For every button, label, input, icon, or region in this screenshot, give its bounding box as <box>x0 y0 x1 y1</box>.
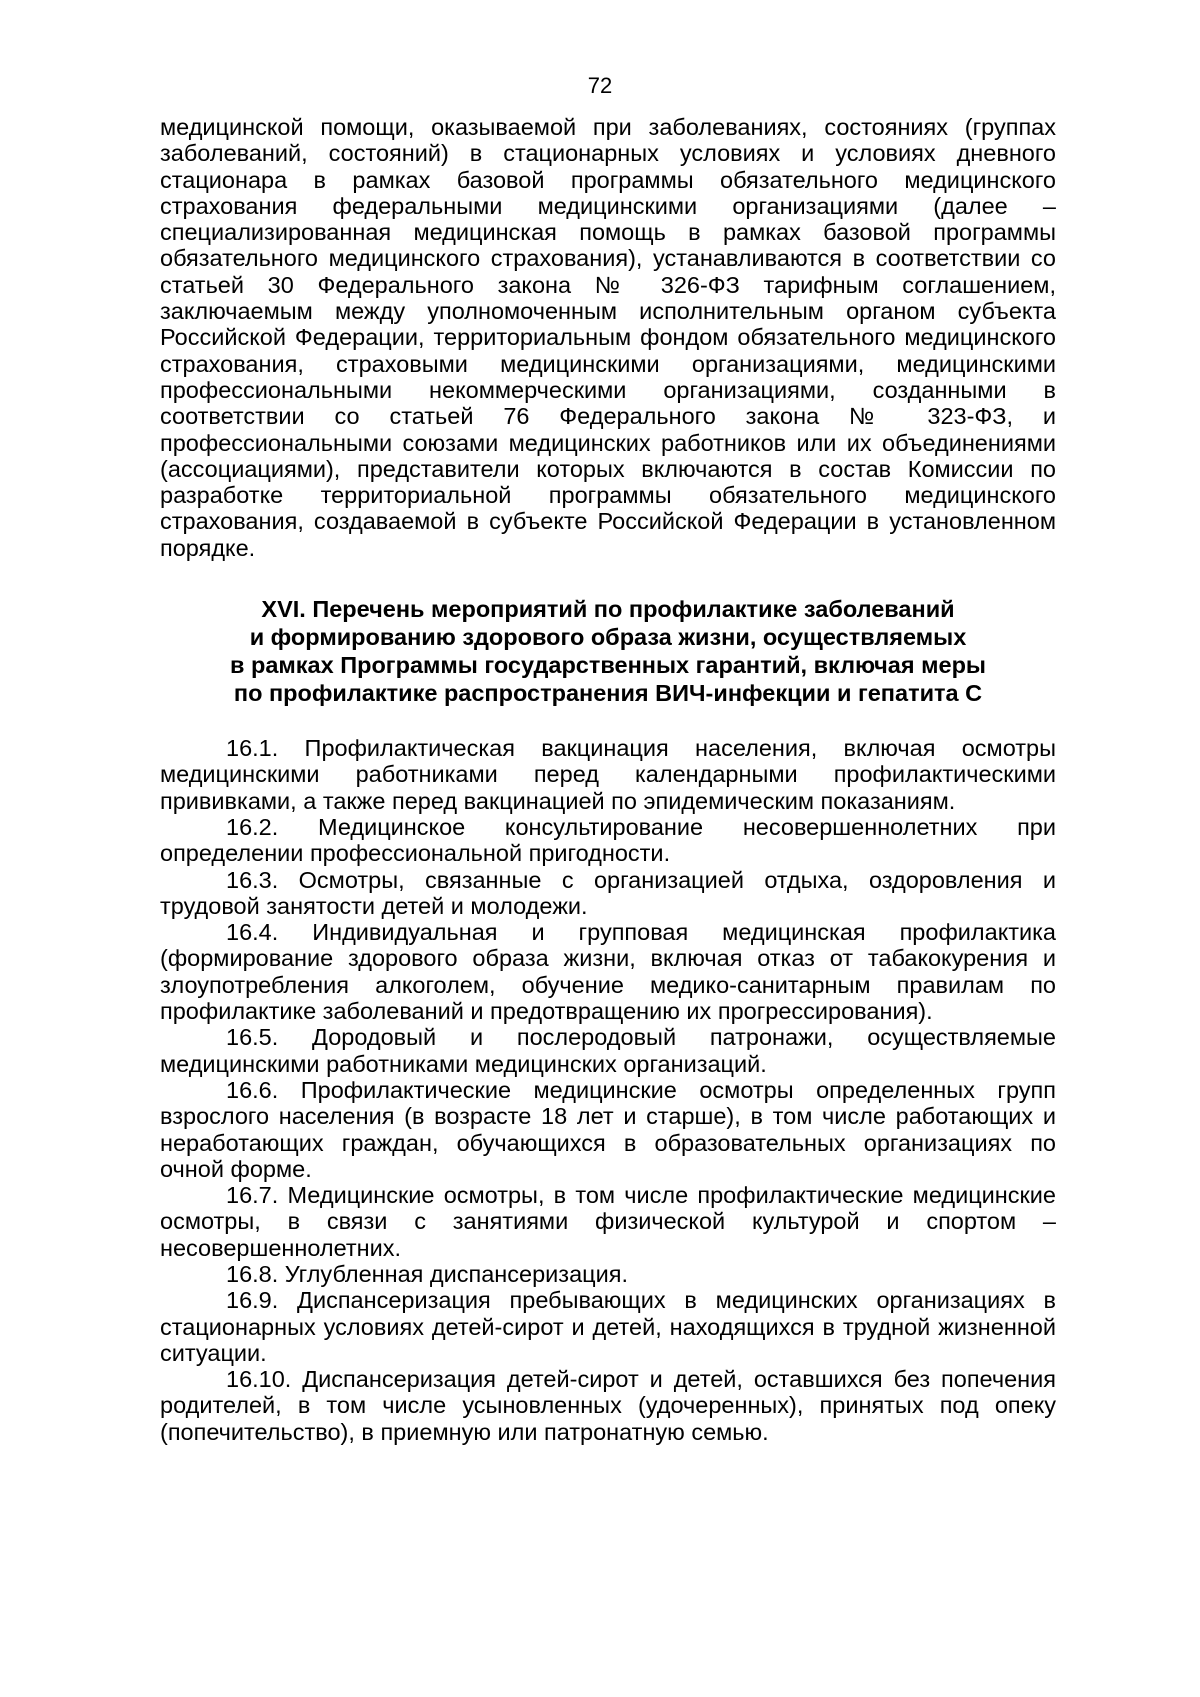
list-item-16-10: 16.10. Диспансеризация детей-сирот и детей, оставшихся без попечения родителей, в том числе усыновленных (удочеренных), принятых под опеку (попечительство), в приемную или патронатную семью. <box>160 1366 1056 1445</box>
list-item-16-2: 16.2. Медицинское консультирование несовершеннолетних при определении профессиональной пригодности. <box>160 813 1056 867</box>
section-heading <box>160 595 1056 707</box>
section-heading-line: XVI. Перечень мероприятий по профилактике заболеваний <box>261 596 955 623</box>
list-item-16-6: 16.6. Профилактические медицинские осмотры определенных групп взрослого населения (в возрасте 18 лет и старше), в том числе работающих и неработающих граждан, обучающихся в образовательных организациях по очной форме. <box>160 1076 1056 1182</box>
list-item-16-7: 16.7. Медицинские осмотры, в том числе профилактические медицинские осмотры, в связи с занятиями физической культурой и спортом – несовершеннолетних. <box>160 1182 1056 1261</box>
list-item-16-4: 16.4. Индивидуальная и групповая медицинская профилактика (формирование здорового образа жизни, включая отказ от табакокурения и злоупотребления алкоголем, обучение медико-санитарным правилам по профилактике заболеваний и предотвращению их прогрессирования). <box>160 919 1056 1025</box>
section-heading-line: в рамках Программы государственных гарантий, включая меры <box>229 652 987 679</box>
list-item-16-1: 16.1. Профилактическая вакцинация населения, включая осмотры медицинскими работниками перед календарными профилактическими прививками, а также перед вакцинацией по эпидемическим показаниям. <box>160 735 1056 814</box>
list-item-16-9: 16.9. Диспансеризация пребывающих в медицинских организациях в стационарных условиях детей-сирот и детей, находящихся в трудной жизненной ситуации. <box>160 1287 1056 1366</box>
list-item-16-8: 16.8. Углубленная диспансеризация. <box>226 1260 628 1287</box>
page-number: 72 <box>587 73 613 98</box>
list-item-16-3: 16.3. Осмотры, связанные с организацией отдыха, оздоровления и трудовой занятости детей и молодежи. <box>160 866 1056 919</box>
section-heading-line: и формированию здорового образа жизни, осуществляемых <box>249 624 967 651</box>
page-content <box>160 114 1056 1445</box>
intro-paragraph: медицинской помощи, оказываемой при заболеваниях, состояниях (группах заболеваний, состояний) в стационарных условиях и условиях дневного стационара в рамках базовой программы обязательного медицинского страхования федеральными медицинскими организациями (далее – специализированная медицинская помощь в рамках базовой программы обязательного медицинского страхования), устанавливаются в соответствии со статьей 30 Федерального закона № 326-ФЗ тарифным соглашением, заключаемым между уполномоченным исполнительным органом субъекта Российской Федерации, территориальным фондом обязательного медицинского страхования, страховыми медицинскими организациями, медицинскими профессиональными некоммерческими организациями, созданными в соответствии со статьей 76 Федерального закона № 323-ФЗ, и профессиональными союзами медицинских работников или их объединениями (ассоциациями), представители которых включаются в состав Комиссии по разработке территориальной программы обязательного медицинского страхования, создаваемой в субъекте Российской Федерации в установленном порядке. <box>160 114 1056 561</box>
section-heading-line: по профилактике распространения ВИЧ-инфекции и гепатита С <box>233 680 983 707</box>
list-item-16-5: 16.5. Дородовый и послеродовый патронажи, осуществляемые медицинскими работниками медицинских организаций. <box>160 1024 1056 1077</box>
